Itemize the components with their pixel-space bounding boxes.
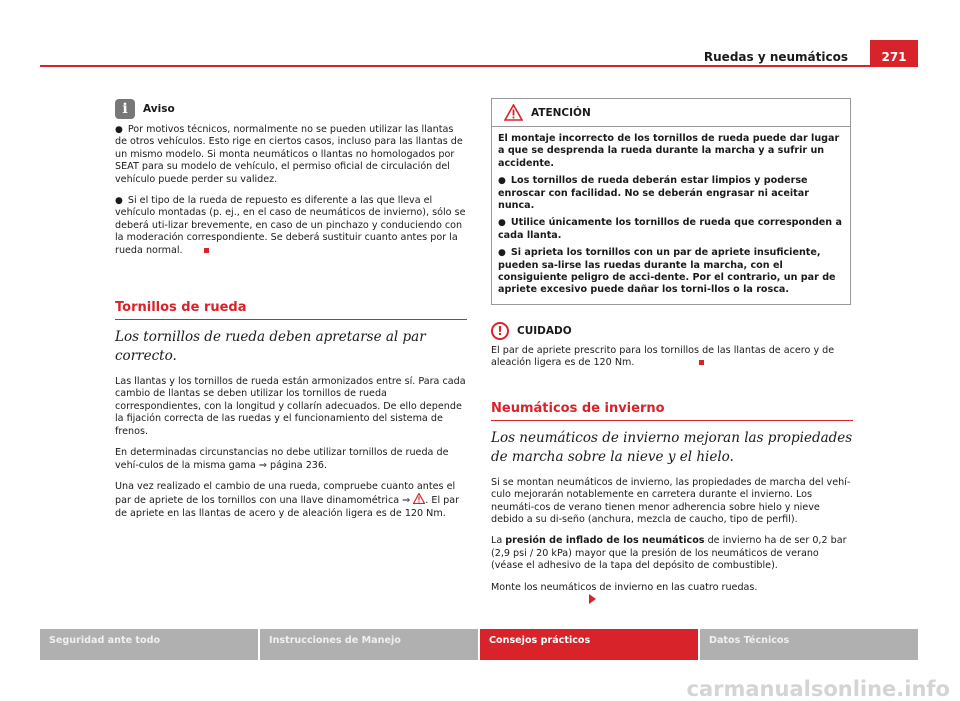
bullet-dot-icon: ● (115, 196, 123, 207)
aviso-header (115, 98, 467, 120)
invierno-paragraph-3: Monte los neumáticos de invierno en las cuatro ruedas. (491, 582, 853, 609)
atencion-bullet-3: ● Si aprieta los tornillos con un par de apriete insuficiente, pueden sa-lirse las ruedas durante la marcha, con el consiguiente peligro de acci-dente. Por el contrario, un par de apriete excesivo puede dañar los torni-llos o la rosca. (498, 247, 836, 296)
atencion-body (492, 127, 850, 304)
cuidado-header (491, 319, 853, 343)
invierno-paragraph-2: La presión de inflado de los neumáticos de invierno ha de ser 0,2 bar (2,9 psi / 20 kPa) mayor que la presión de los neumáticos de verano (véase el adhesivo de la tapa del depósito de combustible). (491, 535, 847, 572)
atencion-intro: El montaje incorrecto de los tornillos de rueda puede dar lugar a que se desprenda la rueda durante la marcha y a sufrir un accidente. (498, 133, 840, 169)
footer-tab-seguridad[interactable]: Seguridad ante todo (40, 629, 258, 660)
atencion-label: ATENCIÓN (531, 106, 591, 119)
invierno-subtitle: Los neumáticos de invierno mejoran las propiedades de marcha sobre la nieve y el hielo. (491, 429, 853, 465)
atencion-bullet-1: ● Los tornillos de rueda deberán estar limpios y poderse enroscar con facilidad. No se deberán engrasar ni aceitar nunca. (498, 175, 809, 212)
tornillos-title: Tornillos de rueda (115, 300, 467, 320)
page-number: 271 (870, 40, 918, 67)
footer-tab-consejos[interactable]: Consejos prácticos (480, 629, 698, 660)
bullet-dot-icon: ● (115, 125, 123, 135)
tornillos-paragraph-1: Las llantas y los tornillos de rueda están armonizados entre sí. Para cada cambio de llantas se deben utilizar los tornillos de rueda correspondientes, con la longitud y collarín adecuados. De ello depende la fijación correcta de las ruedas y el funcionamiento del sistema de frenos. (115, 376, 466, 437)
aviso-bullet-1: ● Por motivos técnicos, normalmente no se pueden utilizar las llantas de otros vehículos. Esto rige en ciertos casos, incluso para las llantas de un mismo modelo. Si monta neumáticos o llantas no homologados por SEAT para su modelo de vehículo, el permiso oficial de circulación del vehículo puede perder su validez. (115, 124, 463, 185)
tornillos-paragraph-2: En determinadas circunstancias no debe utilizar tornillos de rueda de vehí-culos de la misma gama ⇒ página 236. (115, 447, 449, 471)
bullet-dot-icon: ● (498, 218, 506, 229)
invierno-title: Neumáticos de invierno (491, 401, 853, 421)
header-title: Ruedas y neumáticos (703, 50, 848, 64)
watermark: carmanualsonline.info (686, 677, 950, 701)
cuidado-text: El par de apriete prescrito para los tornillos de las llantas de acero y de aleación ligera es de 120 Nm. (491, 344, 835, 369)
tornillos-subtitle: Los tornillos de rueda deben apretarse al par correcto. (115, 329, 426, 365)
bullet-dot-icon: ● (498, 248, 506, 259)
footer-nav (40, 629, 918, 660)
left-column (115, 98, 467, 529)
footer-tab-instrucciones[interactable]: Instrucciones de Manejo (260, 629, 478, 660)
exclamation-circle-icon: ! (491, 322, 509, 340)
continue-arrow-icon (589, 594, 596, 604)
atencion-box (491, 98, 851, 305)
aviso-bullet-2: ● Si el tipo de la rueda de repuesto es diferente a las que lleva el vehículo montadas (p. ej., en el caso de neumáticos de invierno), sólo se deberá uti-lizar brevemente, en caso de un pinchazo y conduciendo con la moderación correspondiente. Se deberá sustituir cuanto antes por la rueda normal. (115, 195, 466, 256)
aviso-label: Aviso (143, 103, 175, 115)
warning-triangle-icon[interactable] (413, 493, 425, 504)
atencion-header (492, 99, 850, 127)
tornillos-paragraph-3: Una vez realizado el cambio de una rueda, compruebe cuanto antes el par de apriete de los tornillos con una llave dinamométrica ⇒ . El par de apriete en las llantas de acero y de aleación ligera es de 120 Nm. (115, 480, 460, 519)
atencion-bullet-2: ● Utilice únicamente los tornillos de rueda que corresponden a cada llanta. (498, 217, 842, 241)
info-icon: i (115, 99, 135, 119)
warning-triangle-icon (504, 104, 523, 121)
right-column (491, 98, 853, 617)
footer-tab-datos[interactable]: Datos Técnicos (700, 629, 918, 660)
section-end-icon (699, 360, 704, 365)
cuidado-label: CUIDADO (517, 324, 572, 337)
invierno-paragraph-1: Si se montan neumáticos de invierno, las propiedades de marcha del vehí-culo mejorarán notablemente en carretera durante el invierno. Los neumáti-cos de verano tienen menor adherencia sobre hielo y nieve debido a su di-seño (anchura, mezcla de caucho, tipo de perfil). (491, 476, 851, 525)
bullet-dot-icon: ● (498, 176, 506, 187)
header-rule (40, 65, 916, 67)
section-end-icon (204, 248, 209, 253)
